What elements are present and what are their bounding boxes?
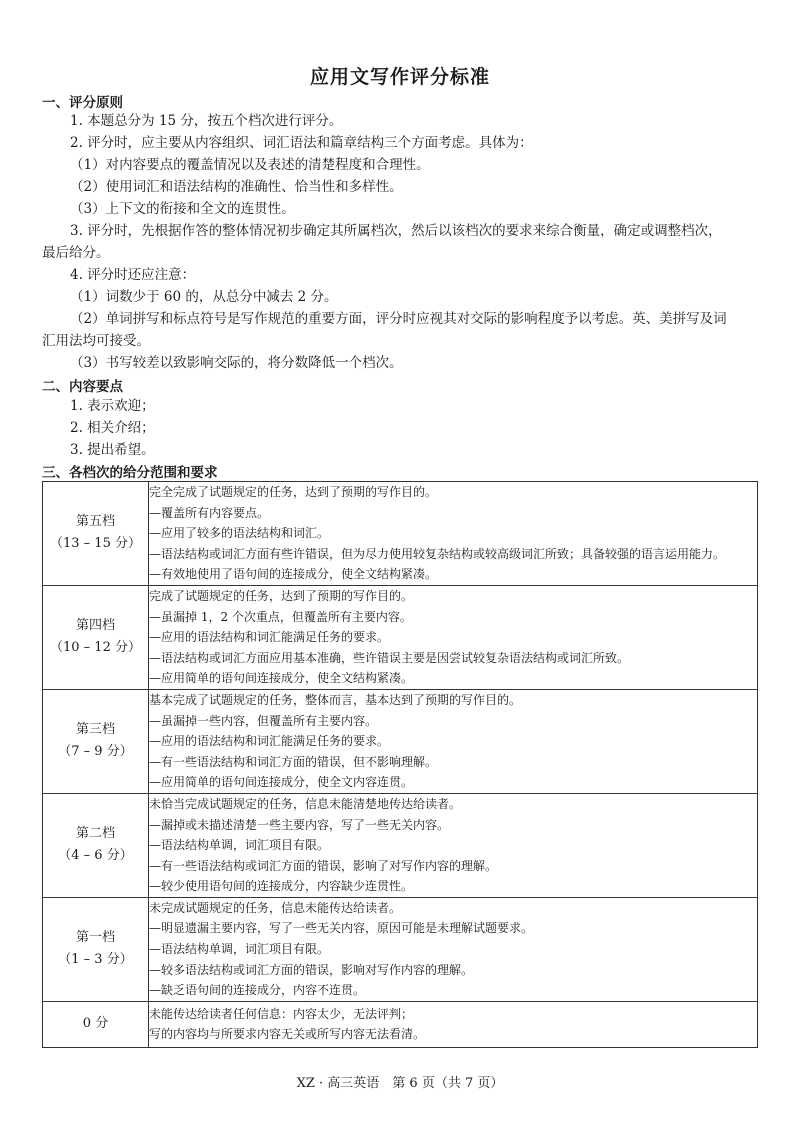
band-range: （7 – 9 分） — [58, 744, 133, 760]
band-label — [43, 1001, 149, 1047]
band-label — [43, 482, 149, 586]
desc-line: —较多语法结构或词汇方面的错误，影响对写作内容的理解。 — [149, 962, 474, 977]
principle-line: （3）上下文的衔接和全文的连贯性。 — [70, 201, 295, 217]
section-heading-content-points: 二、内容要点 — [42, 379, 123, 395]
desc-line: —有一些语法结构和词汇方面的错误，但不影响理解。 — [149, 754, 438, 769]
desc-line: 未完成试题规定的任务，信息未能传达给读者。 — [149, 900, 402, 915]
desc-line: —语法结构或词汇方面有些许错误，但为尽力使用较复杂结构或较高级词汇所致；具备较强的语言运用能力。 — [149, 546, 726, 561]
desc-line: —应用的语法结构和词汇能满足任务的要求。 — [149, 734, 390, 749]
band-level: 第四档 — [75, 618, 115, 634]
desc-line: 完成了试题规定的任务，达到了预期的写作目的。 — [149, 588, 414, 603]
band-label — [43, 897, 149, 1001]
band-description — [149, 897, 758, 1001]
principle-line: （1）对内容要点的覆盖情况以及表述的清楚程度和合理性。 — [70, 157, 430, 173]
band-range: （13 – 15 分） — [50, 536, 141, 552]
band-label — [43, 689, 149, 793]
desc-line: —有效地使用了语句间的连接成分，使全文结构紧凑。 — [149, 567, 438, 582]
section-heading-scoring-principles: 一、评分原则 — [42, 95, 123, 111]
band-label — [43, 793, 149, 897]
desc-line: —较少使用语句间的连接成分，内容缺少连贯性。 — [149, 879, 414, 894]
desc-line: 写的内容均与所要求内容无关或所写内容无法看清。 — [149, 1027, 426, 1042]
table-row — [43, 897, 758, 1001]
table-row — [43, 1001, 758, 1047]
table-row — [43, 482, 758, 586]
desc-line: —有一些语法结构或词汇方面的错误，影响了对写作内容的理解。 — [149, 858, 498, 873]
principle-line: 1. 本题总分为 15 分，按五个档次进行评分。 — [70, 113, 343, 129]
content-point: 1. 表示欢迎； — [70, 398, 155, 414]
principle-line: 4. 评分时还应注意： — [70, 267, 196, 283]
band-level: 第五档 — [75, 514, 115, 530]
band-description — [149, 482, 758, 586]
principle-line: （2）使用词汇和语法结构的准确性、恰当性和多样性。 — [70, 179, 403, 195]
desc-line: 未能传达给读者任何信息：内容太少，无法评判； — [149, 1006, 414, 1021]
band-level: 第一档 — [75, 930, 115, 946]
principle-line: （1）词数少于 60 的，从总分中减去 2 分。 — [70, 289, 338, 305]
desc-line: —应用简单的语句间连接成分，使全文结构紧凑。 — [149, 671, 414, 686]
band-range: （10 – 12 分） — [50, 640, 141, 656]
desc-line: —语法结构或词汇方面应用基本准确，些许错误主要是因尝试较复杂语法结构或词汇所致。 — [149, 650, 630, 665]
desc-line: —应用了较多的语法结构和词汇。 — [149, 526, 330, 541]
band-range: （1 – 3 分） — [58, 952, 133, 968]
band-label — [43, 585, 149, 689]
page-title: 应用文写作评分标准 — [309, 66, 490, 88]
section-heading-score-bands: 三、各档次的给分范围和要求 — [42, 465, 218, 481]
desc-line: —语法结构单调，词汇项目有限。 — [149, 838, 330, 853]
table-row — [43, 793, 758, 897]
principle-line: 2. 评分时，应主要从内容组织、词汇语法和篇章结构三个方面考虑。具体为： — [70, 135, 533, 151]
desc-line: —缺乏语句间的连接成分，内容不连贯。 — [149, 983, 366, 998]
desc-line: —明显遗漏主要内容，写了一些无关内容，原因可能是未理解试题要求。 — [149, 921, 534, 936]
principle-line: （3）书写较差以致影响交际的，将分数降低一个档次。 — [70, 355, 403, 371]
desc-line: —虽漏掉 1，2 个次重点，但覆盖所有主要内容。 — [149, 609, 412, 624]
band-range: （4 – 6 分） — [58, 848, 133, 864]
table-row — [43, 689, 758, 793]
desc-line: —覆盖所有内容要点。 — [149, 505, 270, 520]
content-point: 2. 相关介绍； — [70, 420, 155, 436]
desc-line: 未恰当完成试题规定的任务，信息未能清楚地传达给读者。 — [149, 796, 462, 811]
band-description — [149, 1001, 758, 1047]
score-band-table — [42, 481, 758, 1048]
desc-line: —应用的语法结构和词汇能满足任务的要求。 — [149, 630, 390, 645]
desc-line: —虽漏掉一些内容，但覆盖所有主要内容。 — [149, 713, 378, 728]
principle-line: （2）单词拼写和标点符号是写作规范的重要方面，评分时应视其对交际的影响程度予以考虑。英、美拼写及词 — [70, 311, 727, 327]
principle-line: 汇用法均可接受。 — [42, 333, 150, 349]
principle-line: 最后给分。 — [42, 245, 110, 261]
desc-line: 完全完成了试题规定的任务，达到了预期的写作目的。 — [149, 485, 438, 499]
content-point: 3. 提出希望。 — [70, 442, 155, 458]
page-footer: XZ · 高三英语 第 6 页（共 7 页） — [296, 1076, 504, 1091]
principle-line: 3. 评分时，先根据作答的整体情况初步确定其所属档次，然后以该档次的要求来综合衡量，确定或调整档次， — [70, 223, 722, 239]
desc-line: —漏掉或未描述清楚一些主要内容，写了一些无关内容。 — [149, 817, 450, 832]
band-description — [149, 585, 758, 689]
band-description — [149, 793, 758, 897]
band-level: 第二档 — [75, 826, 115, 842]
band-level: 第三档 — [75, 722, 115, 738]
desc-line: —语法结构单调，词汇项目有限。 — [149, 942, 330, 957]
desc-line: —应用简单的语句间连接成分，使全文内容连贯。 — [149, 775, 414, 790]
desc-line: 基本完成了试题规定的任务，整体而言，基本达到了预期的写作目的。 — [149, 692, 522, 707]
band-level: 0 分 — [82, 1016, 109, 1032]
band-description — [149, 689, 758, 793]
table-row — [43, 585, 758, 689]
